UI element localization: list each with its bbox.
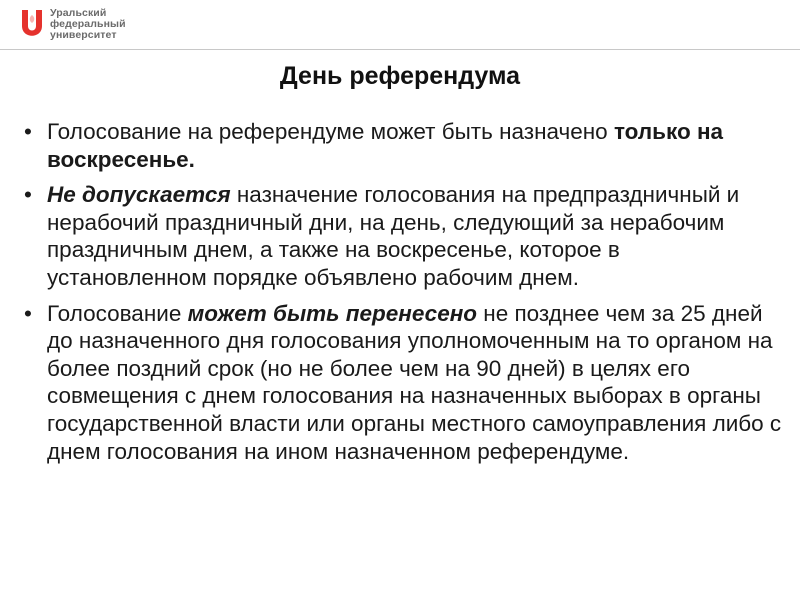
urfu-logo-icon (20, 9, 44, 41)
bullet-text: назначение голосования на предпраздничный и нерабочий праздничный дни, на день, следующий за нерабочим праздничным днем, а также на воскресенье, которое в установленном порядке объявлено рабочим днем. (47, 182, 740, 290)
bullet-text: Голосование (47, 300, 188, 326)
bullet-text: Голосование на референдуме может быть назначено (47, 119, 614, 144)
bullet-item (22, 118, 782, 173)
bullet-list (22, 118, 782, 473)
header-divider (0, 49, 800, 50)
slide-title: День референдума (279, 62, 521, 90)
logo-text-line-3: университет (50, 29, 117, 41)
bullet-dot-icon: • (24, 182, 32, 208)
bullet-item (22, 181, 782, 291)
bullet-text: не позднее чем за 25 дней до назначенного дня голосования уполномоченным на то органом на более поздний срок (но не более чем на 90 дней) в целях его совмещения с днем голосования на назначенных выборах в органы государственной власти или органы местного самоуправления либо с днем голосования на ином назначенном референдуме. (47, 300, 782, 464)
logo-text (50, 8, 126, 41)
bullet-emphasis: может быть перенесено (187, 300, 478, 326)
bullet-dot-icon: • (24, 119, 32, 144)
bullet-dot-icon: • (24, 300, 32, 326)
bullet-emphasis: только на воскресенье. (47, 119, 724, 172)
bullet-emphasis: Не допускается (47, 182, 231, 208)
logo-text-line-1: Уральский (50, 7, 107, 19)
university-logo (20, 8, 126, 41)
logo-text-line-2: федеральный (50, 18, 126, 30)
bullet-item (22, 300, 782, 466)
